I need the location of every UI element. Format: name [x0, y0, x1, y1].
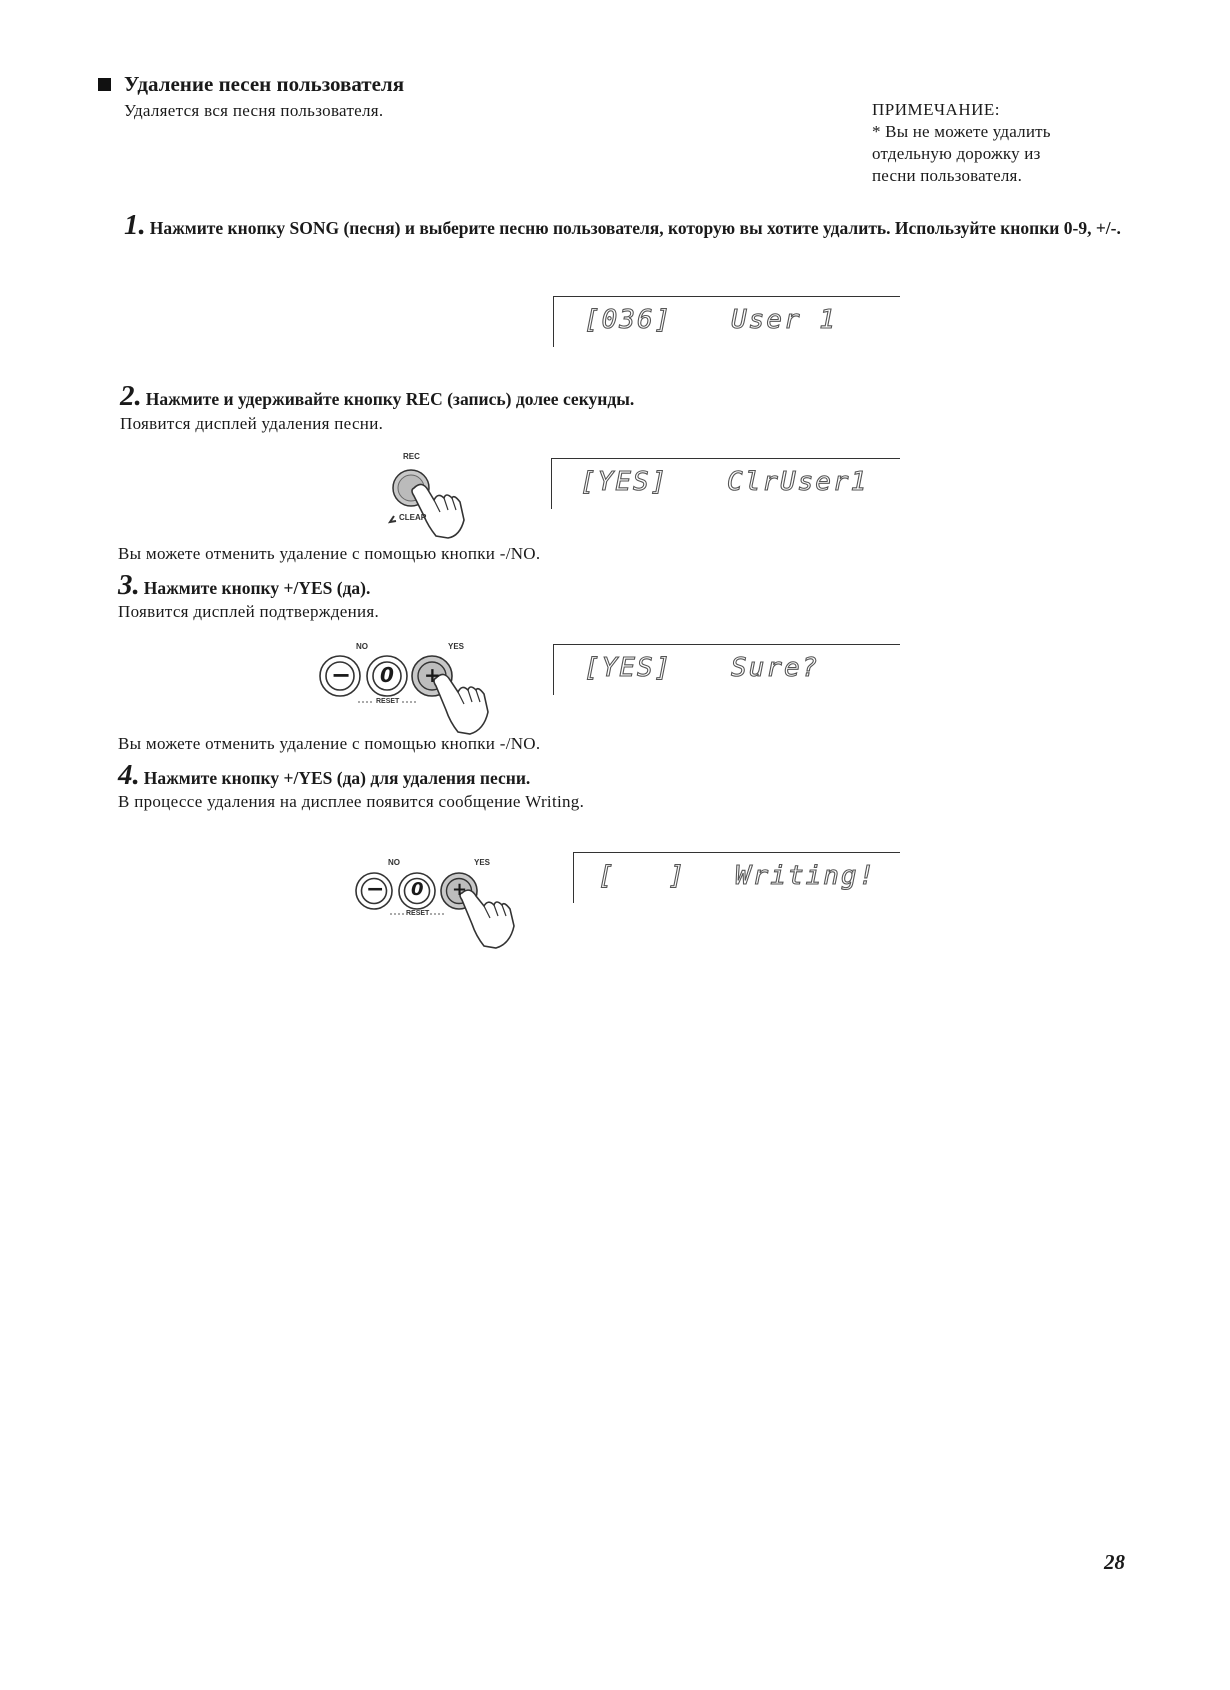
section-title-text: Удаление песен пользователя — [124, 72, 405, 96]
rec-button-illustration — [386, 450, 486, 540]
zero-symbol: 0 — [380, 663, 394, 687]
lcd-right-text: ClrUser1 — [727, 467, 869, 497]
lcd-display-3 — [553, 644, 900, 695]
clear-label: CLEAR — [399, 513, 427, 522]
step-4 — [118, 759, 531, 791]
page-number: 28 — [1104, 1550, 1125, 1574]
cancel-note: Вы можете отменить удаление с помощью кнопки -/NO. — [118, 544, 541, 563]
step-4-result: В процессе удаления на дисплее появится сообщение Writing. — [118, 792, 585, 811]
lcd-right-text: User 1 — [731, 305, 837, 335]
no-label: NO — [388, 858, 400, 867]
section-title — [98, 72, 404, 97]
lcd-left-text: [YES] — [584, 653, 673, 683]
step-text: Нажмите кнопку SONG (песня) и выберите песню пользователя, которую вы хотите удалить. Используйте кнопки 0-9, +/-. — [149, 218, 1121, 238]
hand-press-icon — [386, 450, 486, 540]
step-3-result: Появится дисплей подтверждения. — [118, 602, 380, 621]
note-line: песни пользователя. — [872, 166, 1023, 185]
reset-label: RESET — [376, 698, 400, 705]
lcd-right-text: Sure? — [731, 653, 820, 683]
rec-label: REC — [403, 452, 420, 461]
minus-symbol: − — [331, 661, 352, 689]
lcd-display-1 — [553, 296, 900, 347]
yes-label: YES — [448, 642, 465, 651]
lcd-right-text: Writing! — [735, 861, 877, 891]
step-number: 1. — [124, 209, 146, 241]
yes-label: YES — [474, 858, 491, 867]
lcd-display-4 — [573, 852, 900, 903]
lcd-display-2 — [551, 458, 900, 509]
zero-symbol: 0 — [411, 879, 424, 900]
lcd-left-text: [ ] — [598, 861, 687, 891]
plus-symbol: + — [424, 663, 441, 687]
step-1 — [124, 209, 1149, 241]
section-subtitle: Удаляется вся песня пользователя. — [124, 101, 384, 120]
note-header: ПРИМЕЧАНИЕ: — [872, 100, 1000, 119]
step-number: 2. — [120, 380, 142, 412]
square-bullet-icon — [98, 78, 111, 91]
note-line: * Вы не можете удалить — [872, 122, 1051, 141]
step-2-result: Появится дисплей удаления песни. — [120, 414, 384, 433]
step-text: Нажмите кнопку +/YES (да) для удаления песни. — [143, 768, 531, 788]
reset-label: RESET — [406, 910, 430, 917]
lcd-left-text: [036] — [584, 305, 673, 335]
note-line: отдельную дорожку из — [872, 144, 1041, 163]
cancel-note: Вы можете отменить удаление с помощью кнопки -/NO. — [118, 734, 541, 753]
no-reset-yes-buttons-illustration — [354, 858, 534, 950]
step-number: 3. — [118, 569, 140, 601]
plus-symbol: + — [452, 879, 468, 900]
no-label: NO — [356, 642, 368, 651]
step-number: 4. — [118, 759, 140, 791]
step-text: Нажмите и удерживайте кнопку REC (запись) долее секунды. — [145, 389, 635, 409]
step-2 — [120, 380, 635, 412]
no-reset-yes-buttons-illustration — [318, 642, 508, 736]
step-3 — [118, 569, 371, 601]
note-block — [872, 99, 1051, 187]
lcd-left-text: [YES] — [580, 467, 669, 497]
minus-symbol: − — [366, 877, 385, 902]
step-text: Нажмите кнопку +/YES (да). — [143, 578, 371, 598]
